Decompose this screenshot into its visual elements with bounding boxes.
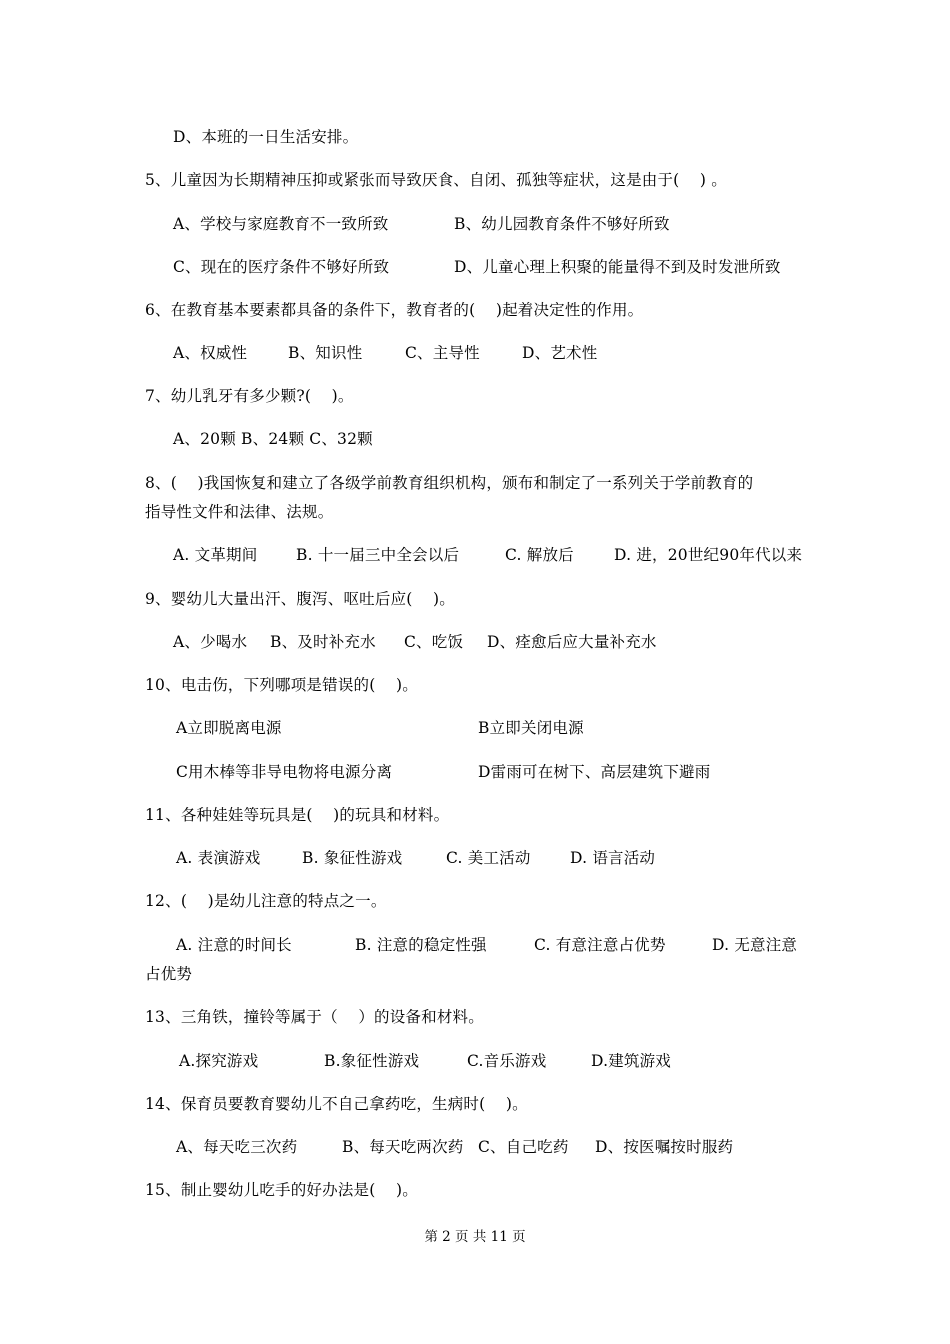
option-d-q14: D、按医嘱按时服药 bbox=[595, 1138, 734, 1156]
option-c-q12: C. 有意注意占优势 bbox=[534, 936, 666, 954]
option-b-q12: B. 注意的稳定性强 bbox=[355, 936, 487, 954]
question-13: 13、三角铁，撞铃等属于（ ）的设备和材料。 bbox=[145, 1008, 484, 1026]
option-b-q5: B、幼儿园教育条件不够好所致 bbox=[454, 215, 670, 233]
option-d-q5: D、儿童心理上积聚的能量得不到及时发泄所致 bbox=[454, 258, 781, 276]
question-14: 14、保育员要教育婴幼儿不自己拿药吃，生病时( )。 bbox=[145, 1095, 528, 1113]
option-a-q11: A. 表演游戏 bbox=[176, 849, 261, 867]
question-8: 8、( )我国恢复和建立了各级学前教育组织机构，颁布和制定了一系列关于学前教育的 bbox=[145, 474, 754, 492]
option-d-q4: D、本班的一日生活安排。 bbox=[173, 128, 359, 146]
question-9: 9、婴幼儿大量出汗、腹泻、呕吐后应( )。 bbox=[145, 590, 455, 608]
option-d-q6: D、艺术性 bbox=[522, 344, 598, 362]
options-q7: A、20颗 B、24颗 C、32颗 bbox=[173, 430, 373, 448]
option-b-q13: B.象征性游戏 bbox=[324, 1052, 420, 1070]
option-a-q6: A、权威性 bbox=[173, 344, 248, 362]
option-a-q10: A立即脱离电源 bbox=[176, 719, 282, 737]
option-c-q13: C.音乐游戏 bbox=[467, 1052, 547, 1070]
option-c-q14: C、自己吃药 bbox=[478, 1138, 569, 1156]
question-15: 15、制止婴幼儿吃手的好办法是( )。 bbox=[145, 1181, 418, 1199]
option-b-q11: B. 象征性游戏 bbox=[302, 849, 403, 867]
option-d-q10: D雷雨可在树下、高层建筑下避雨 bbox=[478, 763, 711, 781]
question-11: 11、各种娃娃等玩具是( )的玩具和材料。 bbox=[145, 806, 450, 824]
question-8-cont: 指导性文件和法律、法规。 bbox=[145, 503, 334, 521]
option-b-q8: B. 十一届三中全会以后 bbox=[296, 546, 460, 564]
option-a-q13: A.探究游戏 bbox=[179, 1052, 259, 1070]
option-a-q9: A、少喝水 bbox=[173, 633, 248, 651]
option-d-q12-cont: 占优势 bbox=[145, 965, 193, 983]
option-b-q14: B、每天吃两次药 bbox=[342, 1138, 464, 1156]
option-c-q9: C、吃饭 bbox=[404, 633, 464, 651]
page-footer: 第 2 页 共 11 页 bbox=[424, 1229, 526, 1245]
option-c-q8: C. 解放后 bbox=[505, 546, 574, 564]
option-d-q8: D. 进，20世纪90年代以来 bbox=[614, 546, 803, 564]
option-d-q11: D. 语言活动 bbox=[570, 849, 656, 867]
option-a-q8: A. 文革期间 bbox=[173, 546, 258, 564]
option-d-q13: D.建筑游戏 bbox=[591, 1052, 672, 1070]
option-c-q5: C、现在的医疗条件不够好所致 bbox=[173, 258, 390, 276]
question-12: 12、( )是幼儿注意的特点之一。 bbox=[145, 892, 387, 910]
option-a-q14: A、每天吃三次药 bbox=[176, 1138, 298, 1156]
question-7: 7、幼儿乳牙有多少颗?( )。 bbox=[145, 387, 354, 405]
option-c-q6: C、主导性 bbox=[405, 344, 480, 362]
option-a-q5: A、学校与家庭教育不一致所致 bbox=[173, 215, 389, 233]
question-6: 6、在教育基本要素都具备的条件下，教育者的( )起着决定性的作用。 bbox=[145, 301, 644, 319]
option-c-q11: C. 美工活动 bbox=[446, 849, 531, 867]
option-b-q6: B、知识性 bbox=[288, 344, 363, 362]
option-d-q12: D. 无意注意 bbox=[712, 936, 798, 954]
option-d-q9: D、痊愈后应大量补充水 bbox=[487, 633, 657, 651]
option-a-q12: A. 注意的时间长 bbox=[176, 936, 292, 954]
option-b-q9: B、及时补充水 bbox=[270, 633, 376, 651]
option-b-q10: B立即关闭电源 bbox=[478, 719, 584, 737]
question-10: 10、电击伤，下列哪项是错误的( )。 bbox=[145, 676, 418, 694]
option-c-q10: C用木棒等非导电物将电源分离 bbox=[176, 763, 393, 781]
question-5: 5、儿童因为长期精神压抑或紧张而导致厌食、自闭、孤独等症状，这是由于( ) 。 bbox=[145, 171, 727, 189]
